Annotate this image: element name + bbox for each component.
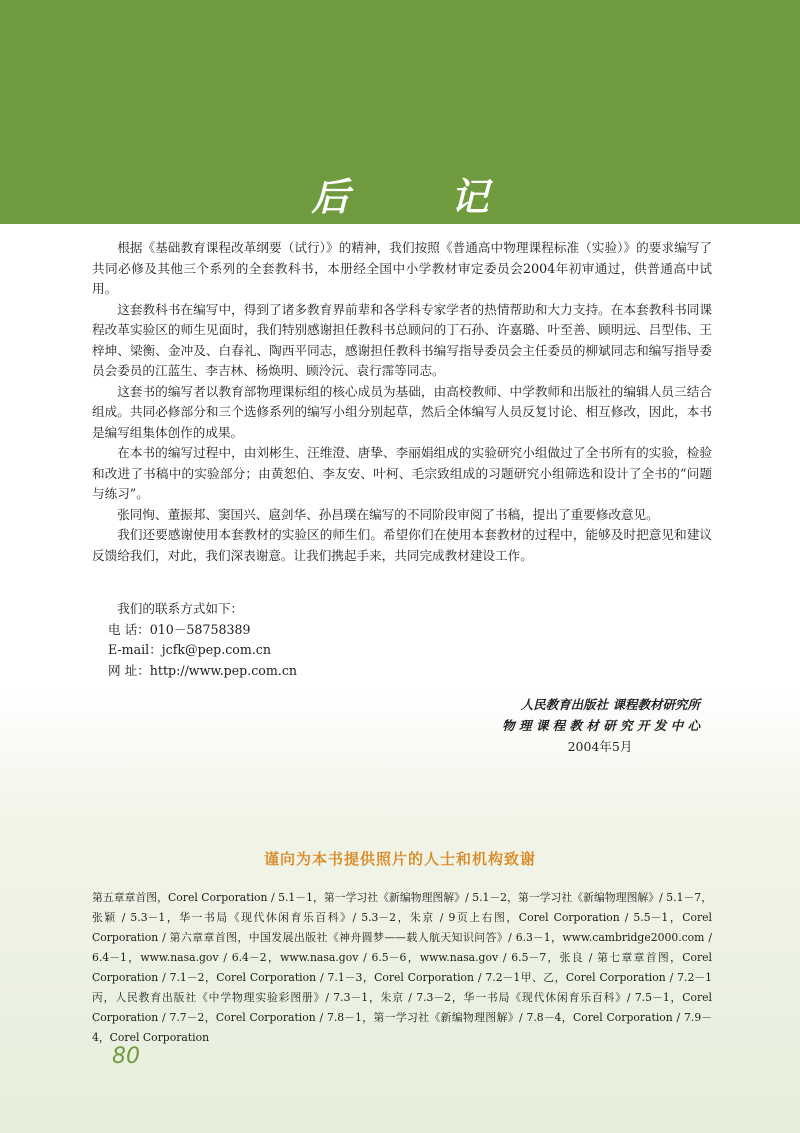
signature-block <box>460 694 700 757</box>
paragraph-2: 这套教科书在编写中，得到了诸多教育界前辈和各学科专家学者的热情帮助和大力支持。在本套教科书同课程改革实验区的师生见面时，我们特别感谢担任教科书总顾问的丁石孙、许嘉璐、叶至善、顾明远、吕型伟、王梓坤、梁衡、金冲及、白春礼、陶西平同志，感谢担任教科书编写指导委员会主任委员的柳斌同志和编写指导委员会委员的江蓝生、李吉林、杨焕明、顾泠沅、袁行霈等同志。 <box>92 301 712 378</box>
paragraph-5: 张同恂、董振邦、窦国兴、扈剑华、孙昌璞在编写的不同阶段审阅了书稿，提出了重要修改意见。 <box>117 506 659 522</box>
page-title: 后 记 <box>311 175 533 219</box>
paragraph-1: 根据《基础教育课程改革纲要（试行）》的精神，我们按照《普通高中物理课程标准（实验）》的要求编写了共同必修及其他三个系列的全套教科书，本册经全国中小学教材审定委员会2004年初审通过，供普通高中试用。 <box>92 240 712 296</box>
signature-center: 物 理 课 程 教 材 研 究 开 发 中 心 <box>502 718 700 733</box>
afterword-body <box>92 238 712 566</box>
page-number: 80 <box>112 1044 140 1069</box>
paragraph-6: 我们还要感谢使用本套教材的实验区的师生们。希望你们在使用本套教材的过程中，能够及时把意见和建议反馈给我们，对此，我们深表谢意。让我们携起手来，共同完成教材建设工作。 <box>92 527 712 563</box>
paragraph-4: 在本书的编写过程中，由刘彬生、汪维澄、唐挚、李丽娟组成的实验研究小组做过了全书所有的实验，检验和改进了书稿中的实验部分；由黄恕伯、李友安、叶柯、毛宗致组成的习题研究小组筛选和设计了全书的“问题与练习”。 <box>92 445 712 501</box>
contact-phone: 电 话：010－58758389 <box>108 621 251 637</box>
contact-block <box>92 599 712 681</box>
photo-credits: 第五章章首图，Corel Corporation / 5.1－1，第一学习社《新编物理图解》/ 5.1－2，第一学习社《新编物理图解》/ 5.1－7，张颖 / 5.3－1，华一书局《现代休闲育乐百科》/ 5.3－2，朱京 / 9页上右图，Corel Corporation / 5.5－1，Corel Corporation / 第六章章首图，中国发展出版社《神舟圆梦——载人航天知识问答》/ 6.3－1，www.cambridge2000.com / 6.4－1，www.nasa.gov / 6.4－2，www.nasa.gov / 6.5－6，www.nasa.gov / 6.5－7，张良 / 第七章章首图，Corel Corporation / 7.1－2，Corel Corporation / 7.1－3，Corel Corporation / 7.2－1甲、乙，Corel Corporation / 7.2－1丙，人民教育出版社《中学物理实验彩图册》/ 7.3－1，朱京 / 7.3－2，华一书局《现代休闲育乐百科》/ 7.5－1，Corel Corporation / 7.7－2，Corel Corporation / 7.8－1，第一学习社《新编物理图解》/ 7.8－4，Corel Corporation / 7.9－4，Corel Corporation <box>92 891 712 1044</box>
signature-publisher: 人民教育出版社 课程教材研究所 <box>520 697 700 712</box>
contact-website: 网 址：http://www.pep.com.cn <box>108 662 297 678</box>
contact-email: E-mail：jcfk@pep.com.cn <box>108 642 271 657</box>
signature-date: 2004年5月 <box>567 739 633 754</box>
thanks-heading: 谨向为本书提供照片的人士和机构致谢 <box>263 850 536 868</box>
contact-lead: 我们的联系方式如下： <box>117 601 244 616</box>
paragraph-3: 这套书的编写者以教育部物理课标组的核心成员为基础，由高校教师、中学教师和出版社的编辑人员三结合组成。共同必修部分和三个选修系列的编写小组分别起草，然后全体编写人员反复讨论、相互修改，因此，本书是编写组集体创作的成果。 <box>92 383 712 440</box>
